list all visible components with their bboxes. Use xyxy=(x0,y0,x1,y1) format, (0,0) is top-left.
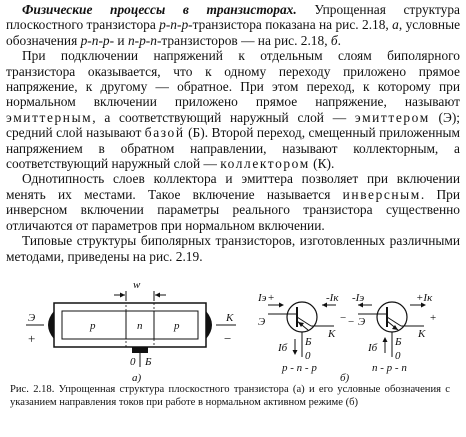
layer-p-left: p xyxy=(90,320,96,332)
term-emitter: эмиттером xyxy=(354,109,430,125)
pnp-k-letter: К xyxy=(328,328,336,340)
figure-2-18 xyxy=(6,277,460,387)
npn-ik-label: +Iк xyxy=(416,292,433,304)
npn-type-label: n - p - n xyxy=(372,362,407,374)
pnp-ie-label: Iэ xyxy=(258,292,267,304)
pnp-type-label: p - n - p xyxy=(282,362,317,374)
collector-contact xyxy=(206,311,212,339)
collector-minus: − xyxy=(224,331,232,346)
pnp-ie-arrowhead xyxy=(279,303,284,308)
pnp-ik-label: -Iк xyxy=(326,292,339,304)
term-emitter-junction: эмиттерным xyxy=(6,109,93,125)
npn-k-letter: К xyxy=(418,328,426,340)
npn-b-letter: Б xyxy=(395,336,402,348)
paragraph-transitions: При подключении напряжений к отдельным слоям биполярного транзистора оказывается, что к одному переходу приложено прямое напряжение, к другому — обратное. При этом переход, к которому при нормальном включении приложено прямое напряжение, называют эмиттерным, а соответствующий наружный слой — эмиттером (Э); средний слой называют базой (Б). Второй переход, смещенный приложенным напряжением в обратном направлении, называют коллекторным, а соответствующий наружный слой — коллектором (К). xyxy=(6,48,461,172)
width-arrowhead-right xyxy=(155,293,160,298)
sublabel-b: б) xyxy=(340,372,350,384)
page-text xyxy=(6,2,460,264)
npn-minus: − xyxy=(348,316,355,328)
base-letter: Б xyxy=(145,356,152,368)
npn-plus: + xyxy=(430,312,437,324)
pnp-symbol xyxy=(257,292,346,374)
width-label: w xyxy=(133,279,141,291)
figure-caption: Рис. 2.18. Упрощенная структура плоскостного транзистора (а) и его условные обозначения с указанием направления токов при работе в нормальном активном режиме (б) xyxy=(10,384,450,408)
npn-symbol xyxy=(348,292,436,374)
paragraph-physical-processes: Физические процессы в транзисторах. Упрощенная структура плоскостного транзистора p-n-p-транзистора показана на рис. 2.18, а, условные обозначения p-n-p- и n-p-n-транзисторов — на рис. 2.18, б. xyxy=(6,2,461,48)
width-arrowhead-left xyxy=(120,293,125,298)
npn-ie-label: -Iэ xyxy=(352,292,365,304)
npn-ib-label: Iб xyxy=(368,342,378,354)
pnp-e-letter: Э xyxy=(258,316,266,328)
pnp-minus: − xyxy=(340,312,347,324)
term-inverse: инверсным xyxy=(342,186,421,202)
pnp-ib-arrowhead xyxy=(293,350,298,355)
emitter-contact xyxy=(48,311,54,339)
emitter-letter: Э xyxy=(28,312,36,324)
collector-letter: К xyxy=(226,312,234,324)
pnp-zero: 0 xyxy=(305,350,311,362)
pnp-collector-line xyxy=(297,317,311,326)
term-collector: коллектором xyxy=(220,156,310,172)
paragraph-inverse: Однотипность слоев коллектора и эмиттера позволяет при включении менять их местами. Такое включение называется инверсным. При инверсном включении параметры реального транзистора существенно отличаются от параметров при нормальном включении. xyxy=(6,171,460,233)
base-zero: 0 xyxy=(130,356,136,368)
npn-circle xyxy=(377,302,407,332)
figure-drawing xyxy=(6,277,460,387)
npn-ib-arrowhead xyxy=(383,337,388,342)
layer-p-right: p xyxy=(174,320,180,332)
pnp-b-letter: Б xyxy=(305,336,312,348)
npn-e-letter: Э xyxy=(358,316,366,328)
pnp-ib-label: Iб xyxy=(278,342,288,354)
npn-collector-line xyxy=(387,317,401,326)
base-contact xyxy=(132,347,148,353)
section-title: Физические процессы в транзисторах. xyxy=(22,2,297,17)
sublabel-a: а) xyxy=(132,372,142,384)
npn-zero: 0 xyxy=(395,350,401,362)
pnp-plus: + xyxy=(268,292,275,304)
structure-diagram xyxy=(26,279,236,384)
paragraph-typical-structures: Типовые структуры биполярных транзисторов, изготовленных различными методами, приведены на рис. 2.19. xyxy=(6,233,460,264)
term-base: базой xyxy=(144,125,185,141)
layer-n-middle: n xyxy=(137,320,143,332)
pnp-circle xyxy=(287,302,317,332)
emitter-plus: + xyxy=(28,331,36,346)
